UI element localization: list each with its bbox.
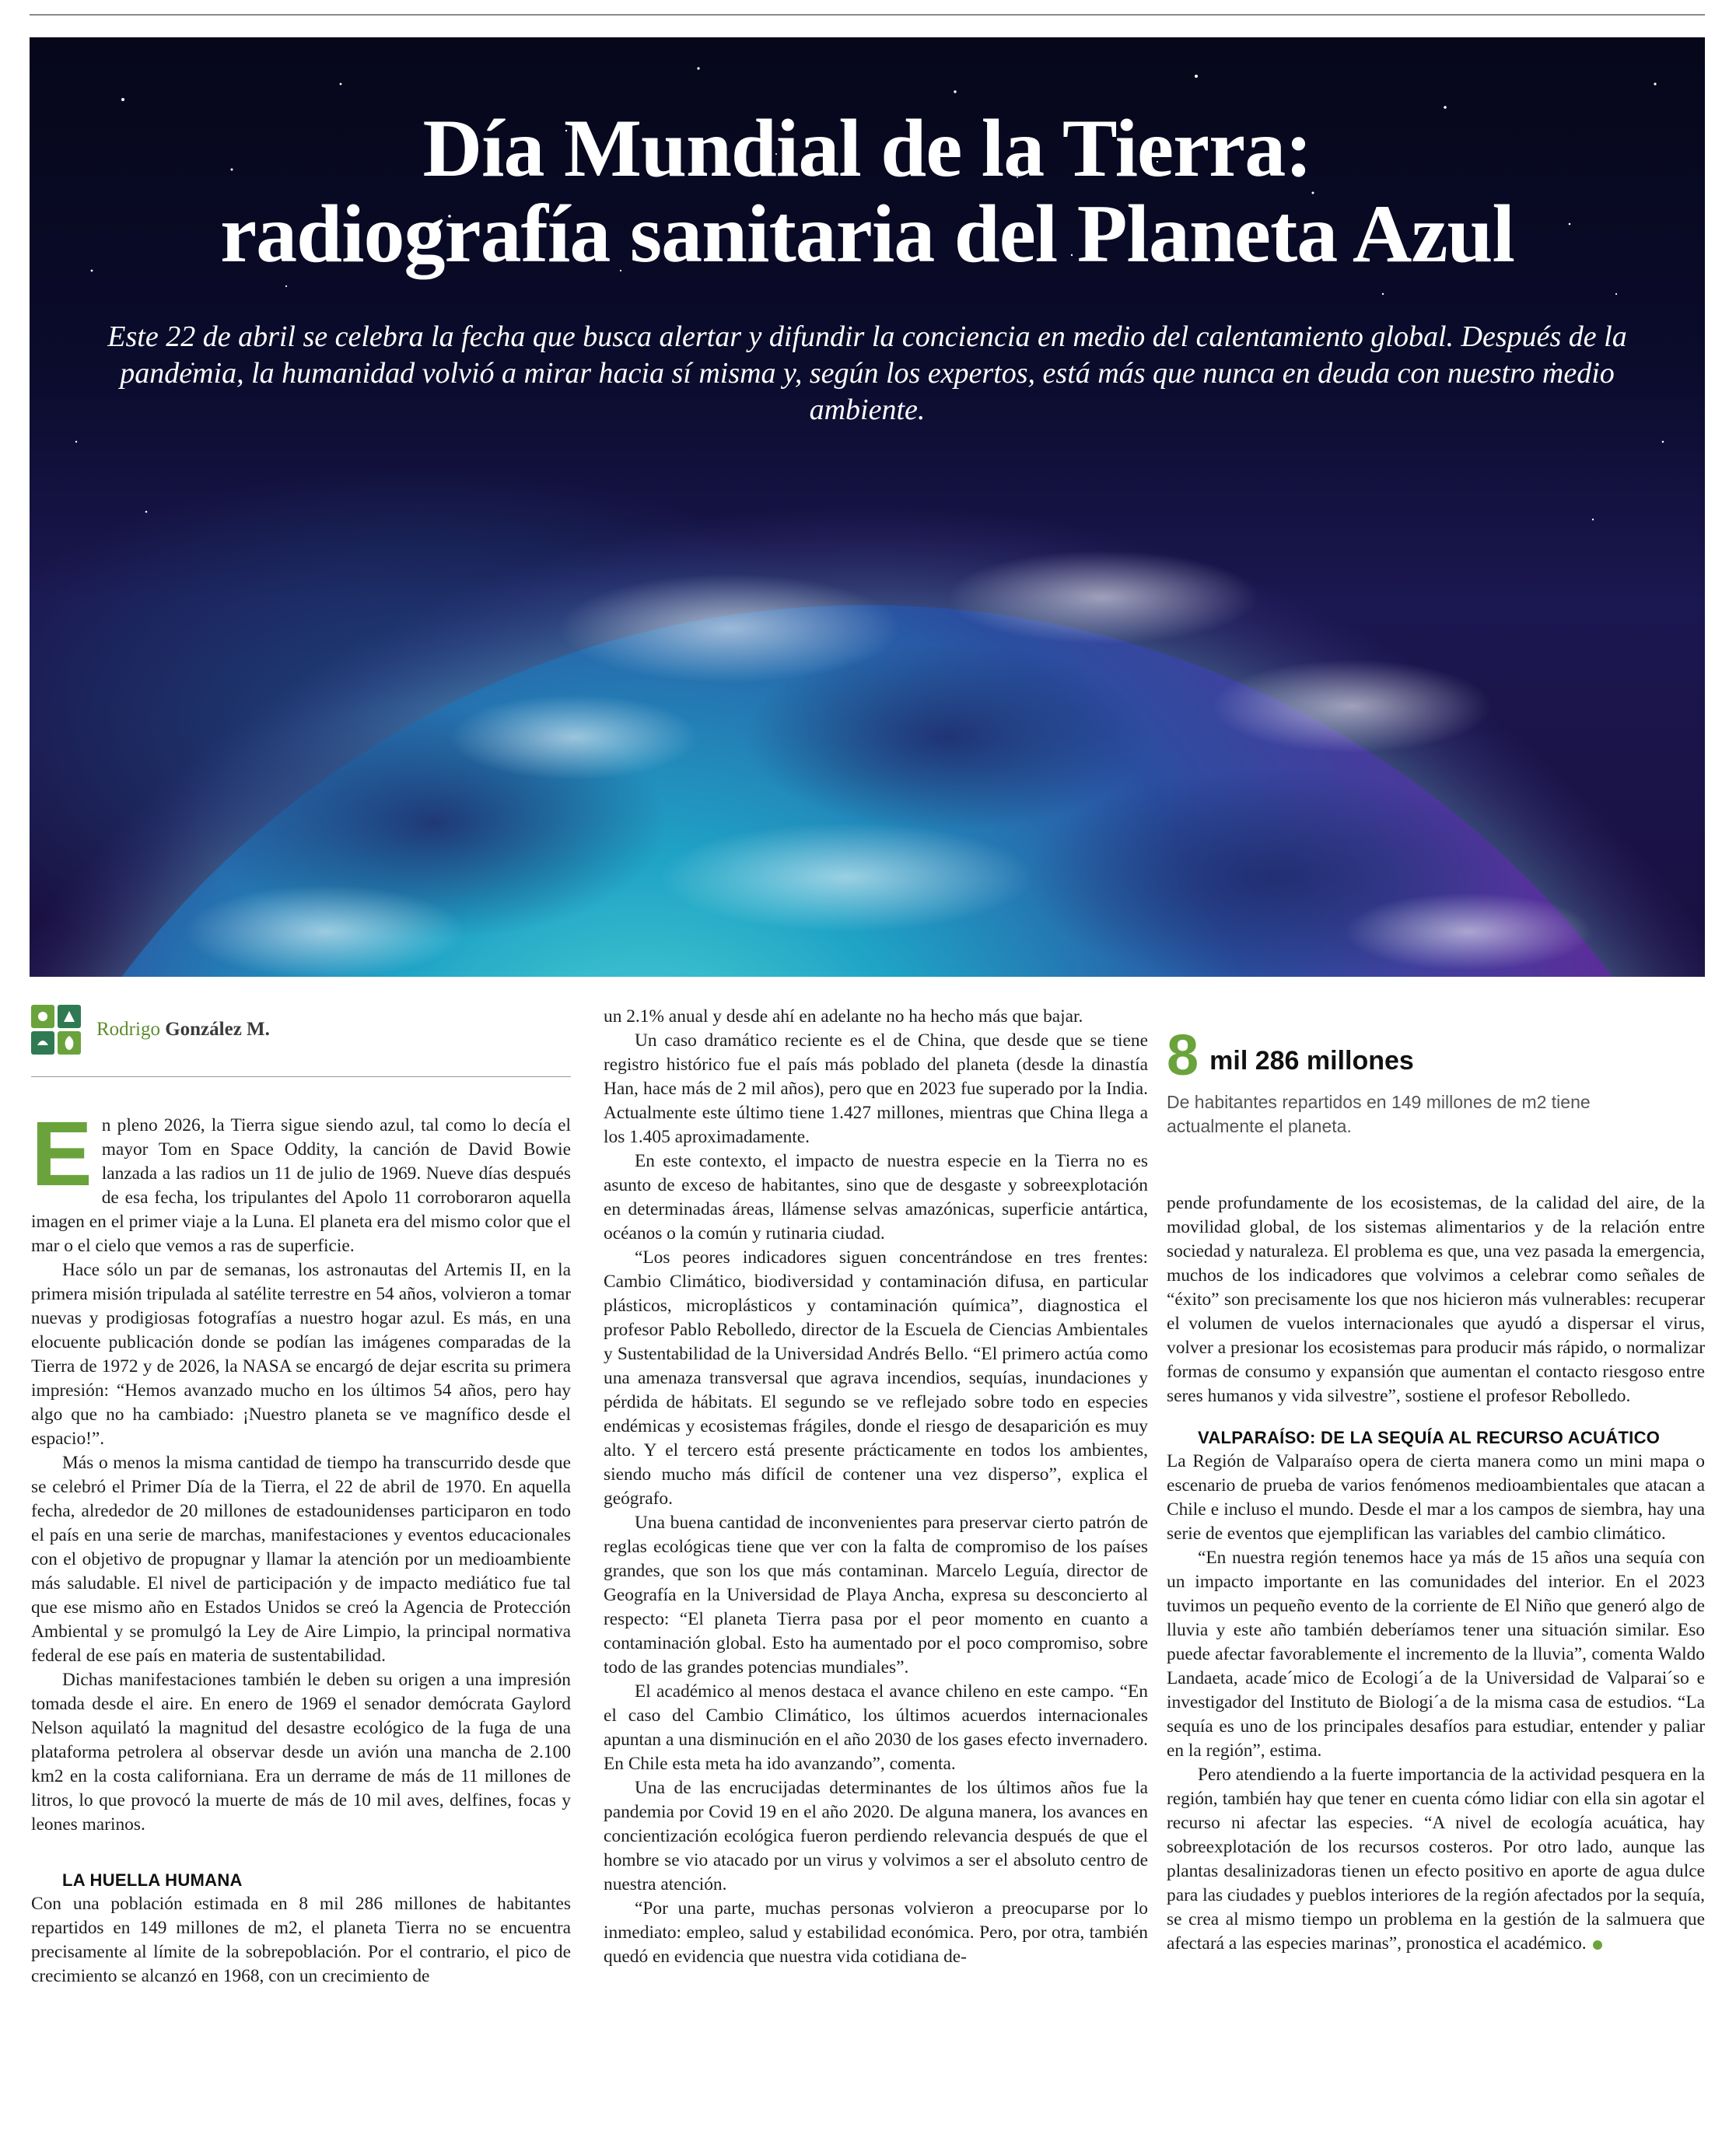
author-last-name: González M. <box>165 1019 270 1040</box>
paragraph: En este contexto, el impacto de nuestra especie en la Tierra no es asunto de exceso de habitantes, sino que de desgaste y sobreexplotación en determinadas áreas, llámense selvas amazónicas, superficie antártica, océanos o la común y rutinaria ciudad. <box>604 1151 1148 1244</box>
paragraph <box>31 1103 571 1258</box>
article-column-2 <box>604 1005 1148 1969</box>
headline-line-2: radiografía sanitaria del Planeta Azul <box>220 188 1514 279</box>
section-subhead: VALPARAÍSO: DE LA SEQUÍA AL RECURSO ACUÁTICO <box>1198 1428 1661 1447</box>
top-rule <box>30 14 1705 16</box>
byline-divider <box>31 1076 571 1077</box>
byline <box>31 1005 571 1055</box>
paragraph <box>1167 1763 1705 1956</box>
author-name <box>96 1019 270 1041</box>
paragraph: Más o menos la misma cantidad de tiempo ha transcurrido desde que se celebró el Primer Día de la Tierra, el 22 de abril de 1970. En aquella fecha, alrededor de 20 millones de estadounidenses participaron en todo el país en una serie de marchas, manifestaciones y eventos educacionales con el objetivo de propugnar y llamar la atención por un medioambiente más saludable. El nivel de participación y de impacto mediático fue tal que ese mismo año en Estados Unidos se creó la Agencia de Protección Ambiental y se promulgó la Ley de Aire Limpio, la principal normativa federal de ese país en materia de sustentabilidad. <box>31 1453 571 1666</box>
article-column-3 <box>1167 1191 1705 1956</box>
paragraph: La Región de Valparaíso opera de cierta manera como un mini mapa o escenario de prueba de varios fenómenos medioambientales que atacan a Chile e incluso el mundo. Desde el mar a los campos de siembra, hay una serie de eventos que ejemplifican las variables del cambio climático. <box>1167 1451 1705 1544</box>
paragraph: Dichas manifestaciones también le deben su origen a una impresión tomada desde el aire. En enero de 1969 el senador demócrata Gaylord Nelson aquilató la magnitud del desastre ecológico de la fuga de una plataforma petrolera al observar desde un avión una mancha de 2.100 km2 en la costa californiana. Era un derrame de más de 11 millones de litros, lo que provocó la muerte de más de 10 mil aves, delfines, focas y leones marinos. <box>31 1670 571 1835</box>
hero-image <box>30 37 1705 977</box>
standfirst: Este 22 de abril se celebra la fecha que busca alertar y difundir la conciencia en medio del calentamiento global. Después de la pandemia, la humanidad volvió a mirar hacia sí misma y, según los expertos, está más que nunca en deuda con nuestro medio ambiente. <box>107 320 1627 426</box>
dropcap: E <box>31 1103 93 1205</box>
paragraph: Con una población estimada en 8 mil 286 millones de habitantes repartidos en 149 millones de m2, el planeta Tierra no se encuentra precisamente al límite de la sobrepoblación. Por el contrario, el pico de crecimiento se alcanzó en 1968, con un crecimiento de <box>31 1894 571 1986</box>
paragraph: Un caso dramático reciente es el de China, que desde que se tiene registro histórico fue el país más poblado del planeta (desde la dinastía Han, hace más de 2 mil años), pero que en 2023 fue superado por la India. Actualmente este último tiene 1.427 millones, mientras que China llega a los 1.405 aproximadamente. <box>604 1030 1148 1147</box>
section-subhead: LA HUELLA HUMANA <box>62 1870 243 1890</box>
paragraph: “Los peores indicadores siguen concentrándose en tres frentes: Cambio Climático, biodiversidad y contaminación difusa, en particular plásticos, microplásticos y contaminación química”, diagnostica el profesor Pablo Rebolledo, director de la Escuela de Ciencias Ambientales y Sustentabilidad de la Universidad Andrés Bello. “El primero actúa como una amenaza transversal que agrava incendios, sequías, inundaciones y pérdida de hábitats. El segundo se ve reflejado sobre todo en especies endémicas y ecosistemas frágiles, donde el riesgo de desaparición es muy alto. Y el tercero está presente prácticamente en todos los ambientes, siendo mucho más difícil de contener una vez disperso”, explica el geógrafo. <box>604 1247 1148 1509</box>
paragraph: Hace sólo un par de semanas, los astronautas del Artemis II, en la primera misión tripulada al satélite terrestre en 54 años, volvieron a tomar nuevas y prodigiosas fotografías a nuestro hogar azul. Es más, en una elocuente publicación donde se podían las imágenes comparadas de la Tierra de 1972 y de 2026, la NASA se encargó de dejar escrita su primera impresión: “Hemos avanzado mucho en los últimos 54 años, pero hay algo que no ha cambiado: ¡Nuestro planeta se ve magnífico desde el espacio!”. <box>31 1260 571 1449</box>
paragraph-text: n pleno 2026, la Tierra sigue siendo azul, tal como lo decía el mayor Tom en Space Oddity, la canción de David Bowie lanzada a las radios un 11 de julio de 1969. Nueve días después de esa fecha, los tripulantes del Apolo 11 corroboraron aquella imagen en el primer viaje a la Luna. El planeta era del mismo color que el mar o el cielo que vemos a ras de superficie. <box>31 1115 571 1256</box>
paragraph: “En nuestra región tenemos hace ya más de 15 años una sequía con un impacto importante en las comunidades del interior. En el 2023 tuvimos un pequeño evento de la corriente de El Niño que generó algo de lluvia y este año también deberíamos tener una situación similar. Eso puede afectar favorablemente el incremento de la lluvia”, comenta Waldo Landaeta, acade´mico de Ecologi´a de la Universidad de Valparai´so e investigador del Instituto de Biologi´a de la misma casa de estudios. “La sequía es uno de los principales desafíos para estudiar, entender y paliar en la región”, estima. <box>1167 1548 1705 1761</box>
paragraph: El académico al menos destaca el avance chileno en este campo. “En el caso del Cambio Climático, los últimos acuerdos internacionales apuntan a una disminución en el año 2030 de los gases efecto invernadero. En Chile esta meta ha ido avanzando”, comenta. <box>604 1681 1148 1774</box>
headline-line-1: Día Mundial de la Tierra: <box>422 103 1312 194</box>
article-column-1 <box>31 1103 571 1989</box>
paragraph: Una buena cantidad de inconvenientes para preservar cierto patrón de reglas ecológicas tiene que ver con la falta de compromiso de los países grandes, que son los que más contaminan. Marcelo Leguía, director de Geografía en la Universidad de Playa Ancha, expresa su desconcierto al respecto: “El planeta Tierra pasa por el peor momento en cuanto a contaminación global. Esto ha aumentado por el poco compromiso, sobre todo de las grandes potencias mundiales”. <box>604 1513 1148 1677</box>
headline <box>30 103 1705 279</box>
paragraph-text: Pero atendiendo a la fuerte importancia de la actividad pesquera en la región, también hay que tener en cuenta cómo lidiar con ella sin agotar el recurso ni afectar las especies. “A nivel de ecología acuática, hay sobreexplotación de los recursos costeros. Por otro lado, aunque las plantas desalinizadoras tienen un efecto positivo en aporte de agua dulce para las ciudades y pueblos interiores de la región afectados por la sequía, se crea al mismo tiempo un problema en la gestión de la salmuera que afectará a las especies marinas”, pronostica el académico. <box>1167 1765 1705 1954</box>
end-mark-icon <box>1593 1940 1602 1950</box>
section-logo-icon <box>31 1005 81 1055</box>
stat-description: De habitantes repartidos en 149 millones de m2 tiene actualmente el planeta. <box>1167 1092 1591 1136</box>
stat-headline <box>1167 1023 1705 1087</box>
paragraph: un 2.1% anual y desde ahí en adelante no ha hecho más que bajar. <box>604 1006 1083 1027</box>
author-first-name: Rodrigo <box>96 1019 160 1040</box>
stat-box <box>1167 1023 1705 1139</box>
paragraph: Una de las encrucijadas determinantes de los últimos años fue la pandemia por Covid 19 en el año 2020. De alguna manera, los avances en concientización ecológica fueron perdiendo relevancia después de que el hombre se vio atacado por un virus y volvimos a ser el absoluto centro de nuestra atención. <box>604 1778 1148 1894</box>
paragraph: pende profundamente de los ecosistemas, de la calidad del aire, de la movilidad global, de los sistemas alimentarios y de la relación entre sociedad y naturaleza. El problema es que, una vez pasada la emergencia, muchos de los indicadores que volvimos a celebrar como señales de “éxito” son precisamente los que nos hicieron más vulnerables: recuperar el volumen de vuelos internacionales que ayudó a dispersar el virus, volver a presionar los ecosistemas para producir más rápido, o normalizar formas de consumo y expansión que aumentan el contacto riesgoso entre seres humanos y vida silvestre”, sostiene el profesor Rebolledo. <box>1167 1193 1705 1406</box>
stat-number: 8 <box>1167 1023 1199 1087</box>
paragraph: “Por una parte, muchas personas volvieron a preocuparse por lo inmediato: empleo, salud y estabilidad económica. Pero, por otra, también quedó en evidencia que nuestra vida cotidiana de- <box>604 1898 1148 1967</box>
stat-label: mil 286 millones <box>1209 1046 1414 1076</box>
